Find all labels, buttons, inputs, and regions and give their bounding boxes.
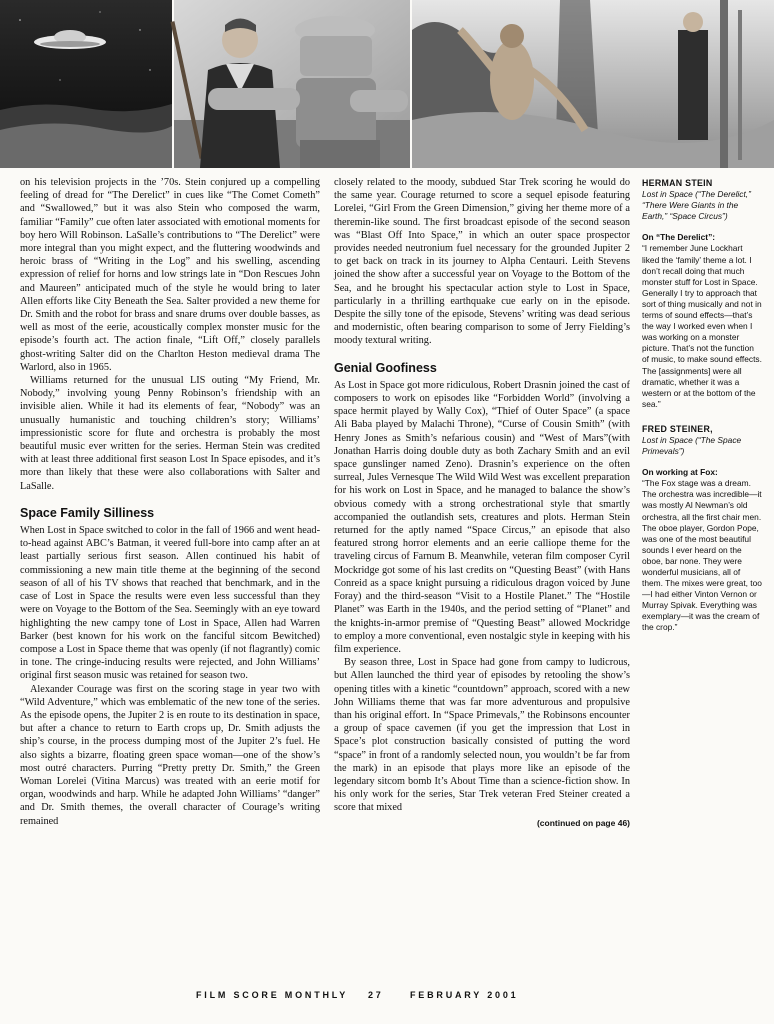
col1-paragraph-4: Alexander Courage was first on the scoring stage in year two with “Wild Adventure,” which was emblematic of the new tone of the series. As the episode opens, the Jupiter 2 is en route to its destination in space, but after a chance to return to Earth crops up, Dr. Smith adjusts the ship’s course, in the process dumping most of the Jupiter 2’s fuel. He also sights a bizarre, floating green space woman—one of the show’s most outré characters. Purring “Pretty pretty Dr. Smith,” the Green Woman Lorelei (Vitina Marcus) was treated with an eerie motif for organ, woodwinds and harp. While he adapted John Williams’ “danger” and Dr. Smith themes, the overall character of Courage’s writing remained [20,683,320,827]
footer-page-number: 27 [368,990,384,1000]
col1-paragraph-1: on his television projects in the ’70s. Stein conjured up a compelling feeling of dread for “The Derelict” in cues like “The Comet Cometh” and “Swallowed,” but it was also Stein who composed the warm, familiar “Family” cue often later associated with emotional moments for boy hero Will Robinson. LaSalle’s contributions to “The Derelict” were more integral than you might expect, and the fluttering woodwinds and heroic brass of “Writing in the Log” and his swelling, ascending expression of relief for horns and low strings late in “Don Rescues John and Maureen” anticipated much of the style he would bring to later Allen efforts like City Beneath the Sea. Salter provided a new theme for Dr. Smith and the robot for brass and snare drums over double basses, as well as most of the eerie, acoustically complex monster music for the episode’s fourth act. The action finale, “Lift Off,” closely parallels ghost-writing Salter did on the Charlton Heston medieval drama The Warlord, also in 1965. [20,177,320,373]
subhead-genial-goofiness: Genial Goofiness [334,360,437,375]
col2-paragraph-3: By season three, Lost in Space had gone from campy to ludicrous, but Allen launched the third year of episodes by retooling the show’s opening titles with a kinetic “countdown” approach, scored with a new John Williams theme that was far more adventurous and propulsive than his original effort. In “Space Primevals,” the Robinsons encounter a group of space cavemen (if you get the impression that Lost in Space’s plot construction basically consisted of putting the word “space” in front of a randomly selected noun, you wouldn’t be far from the mark) in an episode that plays more like an episode of the legendary sitcom bomb It’s About Time than a science-fiction show. In his only work for the series, Star Trek veteran Fred Steiner created a score that mixed [334,657,630,814]
sidebar-credits-fred-steiner: Lost in Space (“The Space Primevals”) [642,434,742,457]
article-column-2 [334,176,630,830]
photo-cavemen-scene [412,0,774,168]
sidebar-credits-herman-stein: Lost in Space (“The Derelict,” “There Were Giants in the Earth,” “Space Circus”) [642,189,751,222]
col2-paragraph-1: closely related to the moody, subdued Star Trek scoring he would do the same year. Courage returned to score a sequel episode featuring Lorelei, “Girl From the Green Dimension,” giving her theme more of a theremin-like sound. The first broadcast episode of the second season was “Blast Off Into Space,” in which an outer space prospector provides needed neutronium fuel necessary for the grounded Jupiter 2 to get back on track in its journey to Alpha Centauri. Leith Stevens joined the show after a successful year on Voyage to the Bottom of the Sea, and he brought his spectacular action style to Lost in Space, particularly in a thrilling earthquake cue early on in the episode. Despite the silly tone of the episode, Stevens’ writing was dead serious and modernistic, often bearing comparison to some of Jerry Fielding’s moody textural writing. [334,177,630,347]
col1-paragraph-3: When Lost in Space switched to color in the fall of 1966 and went head-to-head against ABC’s Batman, it veered full-bore into camp after an at least partially serious first season. Allen continued his habit of commissioning a new main title theme at the beginning of the second season of all of his TV shows that reached that benchmark, and in the case of Lost in Space the results were even less successful than they were on Voyage to the Bottom of the Sea. Seemingly with an eye toward highlighting the new campy tone of Lost in Space, Allen had Warren Barker (best known for his work on the fanciful sitcom Bewitched) compose a Lost in Space theme that was openly (if not flagrantly) comic in tone. The cringe-inducing results were rejected, and John Williams’ original first season music was retained for season two. [20,525,320,682]
subhead-space-family-silliness: Space Family Silliness [20,505,155,520]
photo-strip-svg [0,0,774,168]
col2-paragraph-2: As Lost in Space got more ridiculous, Robert Drasnin joined the cast of composers to work on episodes like “Forbidden World” (involving a space hermit played by Wally Cox), “Thief of Outer Space” (a space Ali Baba played by Malachi Throne), “Curse of Cousin Smith” (with Henry Jones as Smith’s nefarious cousin) and “West of Mars”(with Jonathan Harris doing double duty as both Zachary Smith and an evil space gunslinger named Zeno). Drasnin’s experience on the often surreal, Jules Vernesque The Wild Wild West was excellent preparation for his work on Lost in Space, and he managed to balance the show’s obvious comedy with a strong orchestrational style that smartly accompanied the outlandish sets, creatures and plots. Herman Stein returned for the aptly named “Space Circus,” an episode that also featured strong horror elements and an eerie calliope theme for the traveling circus of Farnum B. Meanwhile, veteran film composer Cyril Mockridge got some of his last credits on “Questing Beast” (with Hans Conreid as a space knight pursuing a ridiculous dragon voiced by June Foray) and the third-season “Visit to a Hostile Planet.” The “Hostile Planet” was Earth in the 1940s, and the period setting of “Planet” and the knights-in-armor premise of “Questing Beast” allowed Mockridge to employ a more conventional, even nostalgic style in keeping with his film experience. [334,379,630,655]
col1-paragraph-2: Williams returned for the unusual LIS outing “My Friend, Mr. Nobody,” involving young Penny Robinson’s friendship with an invisible alien. While it had its elements of fear, “Nobody” was an unusually humanistic and touching children’s story; Williams’ impressionistic score for flute and orchestra is probably the most beautiful music ever written for the series. Herman Stein was credited with at least three additional first season Lost In Space episodes, and it’s more than likely that these were also collaborations with Salter and LaSalle. [20,375,320,492]
sidebar-quote-heading-fox: On working at Fox: [642,467,718,478]
sidebar-name-herman-stein: HERMAN STEIN [642,178,713,188]
footer-magazine-name: FILM SCORE MONTHLY [196,990,349,1000]
sidebar-quote-heading-derelict: On “The Derelict”: [642,232,716,243]
article-column-1 [20,176,320,828]
photo-strip [0,0,774,168]
photo-flying-saucer [0,0,172,168]
sidebar-quotes [642,178,762,648]
footer-issue-date: FEBRUARY 2001 [410,990,519,1000]
sidebar-quote-fred-steiner: “The Fox stage was a dream. The orchestra was incredible—it was mostly Al Newman’s old orchestra, all the first chair men. The oboe player, Gordon Pope, was one of the most beautiful sounds I ever heard on the oboe, bar none. They were wonderful musicians, all of them. The mixes were great, too—I had either Vinton Vernon or Murray Spivak. Everything was exemplary—it was the cream of the crop.” [642,478,762,633]
sidebar-name-fred-steiner: FRED STEINER, [642,423,713,434]
continued-on-page: (continued on page 46) [536,817,630,828]
photo-robot-and-dr-smith [170,0,410,168]
sidebar-quote-herman-stein: “I remember June Lockhart liked the ‘family’ theme a lot. I don’t recall doing that much monster stuff for Lost in Space. Generally I try to approach that sort of thing musically and not in terms of sound effects—that’s the way I worked even when I was working on a monster picture. That’s not the function of music, to make sound effects. The [assignments] were all dramatic, whether it was a western or at the bottom of the sea.” [642,243,762,409]
